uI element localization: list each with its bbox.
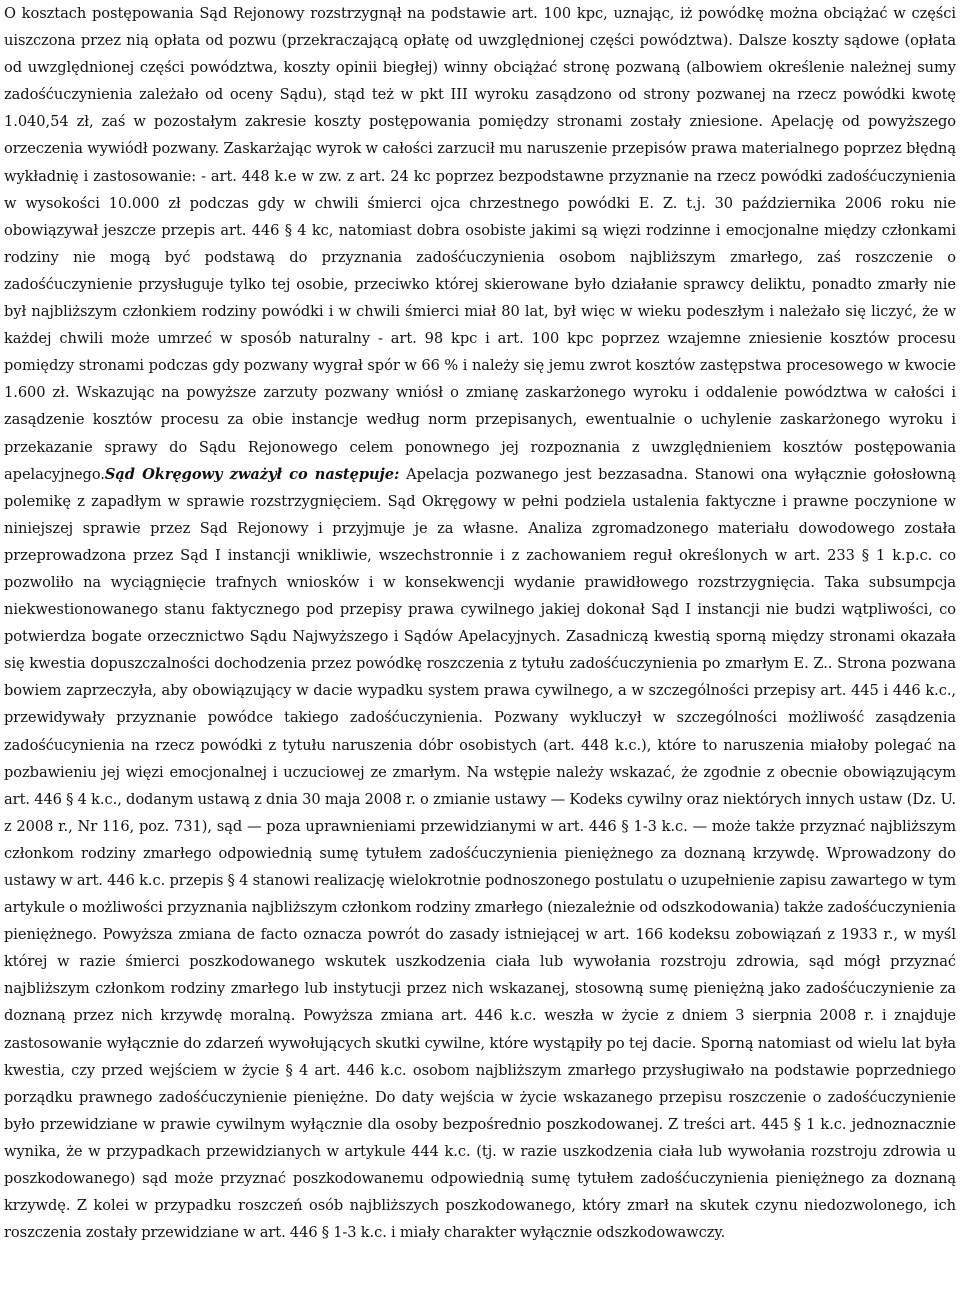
paragraph-after: Apelacja pozwanego jest bezzasadna. Stanowi ona wyłącznie gołosłowną polemikę z zapadłym w sprawie rozstrzygnięciem. Sąd Okręgowy w pełni podziela ustalenia faktyczne i prawne poczynione w niniejszej sprawie przez Sąd Rejonowy i przyjmuje je za własne. Analiza zgromadzonego materiału dowodowego została przeprowadzona przez Sąd I instancji wnikliwie, wszechstronnie i z zachowaniem reguł określonych w art. 233 § 1 k.p.c. co pozwoliło na wyciągnięcie trafnych wniosków i w konsekwencji wydanie prawidłowego rozstrzygnięcia. Taka subsumpcja niekwestionowanego stanu faktycznego pod przepisy prawa cywilnego jakiej dokonał Sąd I instancji nie budzi wątpliwości, co potwierdza bogate orzecznictwo Sądu Najwyższego i Sądów Apelacyjnych. Zasadniczą kwestią sporną między stronami okazała się kwestia dopuszczalności dochodzenia przez powódkę roszczenia z tytułu zadośćuczynienia po zmarłym E. Z.. Strona pozwana bowiem zaprzeczyła, aby obowiązujący w dacie wypadku system prawa cywilnego, a w szczególności przepisy art. 445 i 446 k.c., przewidywały przyznanie powódce takiego zadośćuczynienia. Pozwany wykluczył w szczególności możliwość zasądzenia zadośćucynienia na rzecz powódki z tytułu naruszenia dóbr osobistych (art. 448 k.c.), które to naruszenia miałoby polegać na pozbawieniu jej więzi emocjonalnej i uczuciowej ze zmarłym. Na wstępie należy wskazać, że zgodnie z obecnie obowiązującym art. 446 § 4 k.c., dodanym ustawą z dnia 30 maja 2008 r. o zmianie ustawy — Kodeks cywilny oraz niektórych innych ustaw (Dz. U. z 2008 r., Nr 116, poz. 731), sąd — poza uprawnieniami przewidzianymi w art. 446 § 1-3 k.c. — może także przyznać najbliższym członkom rodziny zmarłego odpowiednią sumę tytułem zadośćuczynienia pieniężnego za doznaną krzywdę. Wprowadzony do ustawy w art. 446 k.c. przepis § 4 stanowi realizację wielokrotnie podnoszonego postulatu o uzupełnienie zapisu zawartego w tym artykule o możliwości przyznania najbliższym członkom rodziny zmarłego (niezależnie od odszkodowania) także zadośćuczynienia pieniężnego. Powyższa zmiana de facto oznacza powrót do zasady istniejącej w art. 166 kodeksu zobowiązań z 1933 r., w myśl której w razie śmierci poszkodowanego wskutek uszkodzenia ciała lub wywołania rozstroju zdrowia, sąd mógł przyznać najbliższym członkom rodziny zmarłego lub instytucji przez nich wskazanej, stosowną sumę pieniężną jako zadośćuczynienie za doznaną przez nich krzywdę moralną. Powyższa zmiana art. 446 k.c. weszła w życie z dniem 3 sierpnia 2008 r. i znajduje zastosowanie wyłącznie do zdarzeń wywołujących skutki cywilne, które wystąpiły po tej dacie. Sporną natomiast od wielu lat była kwestia, czy przed wejściem w życie § 4 art. 446 k.c. osobom najbliższym zmarłego przysługiwało na podstawie poprzedniego porządku prawnego zadośćuczynienie pieniężne. Do daty wejścia w życie wskazanego przepisu roszczenie o zadośćuczynienie było przewidziane w prawie cywilnym wyłącznie dla osoby bezpośrednio poszkodowanej. Z treści art. 445 § 1 k.c. jednoznacznie wynika, że w przypadkach przewidzianych w artykule 444 k.c. (tj. w razie uszkodzenia ciała lub wywołania rozstroju zdrowia u poszkodowanego) sąd może przyznać poszkodowanemu odpowiednią sumę tytułem zadośćuczynienia pieniężnego za doznaną krzywdę. Z kolei w przypadku roszczeń osób najbliższych poszkodowanego, który zmarł na skutek czynu niedozwolonego, ich roszczenia zostały przewidziane w art. 446 § 1-3 k.c. i miały charakter wyłącznie odszkodowawczy.	[4, 465, 956, 1242]
paragraph-before: O kosztach postępowania Sąd Rejonowy rozstrzygnął na podstawie art. 100 kpc, uznając, iż powódkę można obciążać w części uiszczona przez nią opłata od pozwu (przekraczającą opłatę od uwzględnionej części powództwa). Dalsze koszty sądowe (opłata od uwzględnionej części powództwa, koszty opinii biegłej) winny obciążać stronę pozwaną (albowiem określenie należnej sumy zadośćuczynienia zależało od oceny Sądu), stąd też w pkt III wyroku zasądzono od strony pozwanej na rzecz powódki kwotę 1.040,54 zł, zaś w pozostałym zakresie koszty postępowania pomiędzy stronami zostały zniesione. Apelację od powyższego orzeczenia wywiódł pozwany. Zaskarżając wyrok w całości zarzucił mu naruszenie przepisów prawa materialnego poprzez błędną wykładnię i zastosowanie: - art. 448 k.e w zw. z art. 24 kc poprzez bezpodstawne przyznanie na rzecz powódki zadośćuczynienia w wysokości 10.000 zł podczas gdy w chwili śmierci ojca chrzestnego powódki E. Z. t.j. 30 października 2006 roku nie obowiązywał jeszcze przepis art. 446 § 4 kc, natomiast dobra osobiste jakimi są więzi rodzinne i emocjonalne między członkami rodziny nie mogą być podstawą do przyznania zadośćuczynienia osobom najbliższym zmarłego, zaś roszczenie o zadośćuczynienie przysługuje tylko tej osobie, przeciwko której skierowane było działanie sprawcy deliktu, ponadto zmarły nie był najbliższym członkiem rodziny powódki i w chwili śmierci miał 80 lat, był więc w wieku podeszłym i należało się liczyć, że w każdej chwili może umrzeć w sposób naturalny - art. 98 kpc i art. 100 kpc poprzez wzajemne zniesienie kosztów procesu pomiędzy stronami podczas gdy pozwany wygrał spór w 66 % i należy się jemu zwrot kosztów zastępstwa procesowego w kwocie 1.600 zł. Wskazując na powyższe zarzuty pozwany wniósł o zmianę zaskarżonego wyroku i oddalenie powództwa w całości i zasądzenie kosztów procesu za obie instancje według norm przepisanych, ewentualnie o uchylenie zaskarżonego wyroku i przekazanie sprawy do Sądu Rejonowego celem ponownego jej rozpoznania z uwzględnieniem kosztów postępowania apelacyjnego.	[4, 5, 956, 483]
judgment-text	[4, 0, 956, 1246]
court-findings-heading: Sąd Okręgowy zważył co następuje:	[104, 465, 400, 483]
